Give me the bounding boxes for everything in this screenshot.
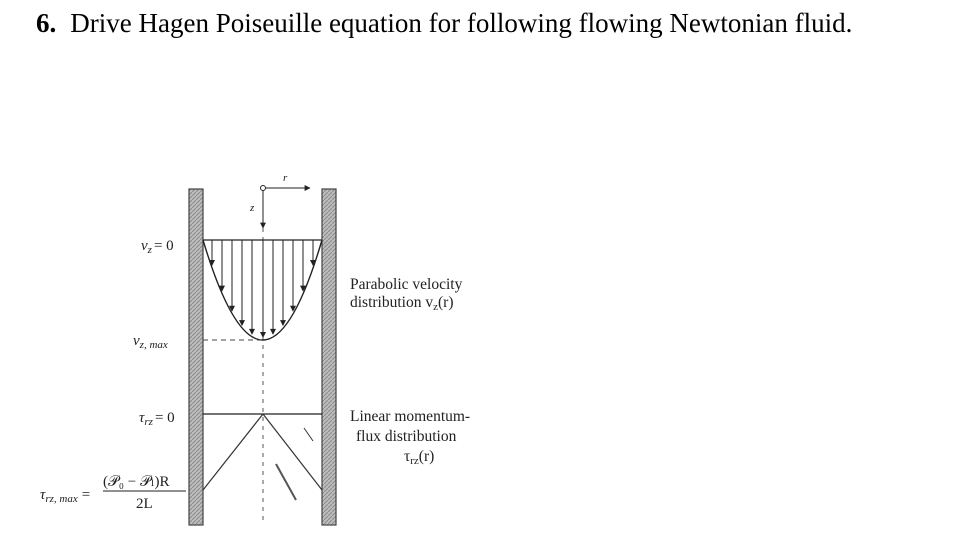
z-axis-label: z [250,202,255,214]
question-number: 6. [36,8,57,38]
fraction-denominator: 2L [136,496,153,512]
vz-max-label: $v_{z, max}$ [133,333,168,351]
flux-line-right [263,414,322,490]
velocity-arrow-head [249,329,255,335]
velocity-caption-line1: Parabolic velocity [350,276,463,293]
coordinate-axes [249,172,310,228]
velocity-arrow-head [260,332,266,338]
tau-max-label: $\tau_{rz, max}$ = [40,487,91,505]
parabolic-velocity-profile [203,240,322,340]
tau-zero-label: $\tau_{rz} = 0$ [139,410,175,428]
flux-caption-line2: flux distribution [356,428,457,445]
flux-caption-line3: τrz(r) [404,448,435,467]
question-text: Drive Hagen Poiseuille equation for following flowing Newtonian fluid. [70,8,853,38]
velocity-arrow-head [270,329,276,335]
right-pipe-wall [322,189,336,525]
velocity-caption-line2: distribution vz(r) [350,294,454,313]
flux-line-left [203,414,263,490]
fraction-numerator: (𝒫₀ − 𝒫ₗ)R [103,474,170,490]
flux-caption-line1: Linear momentum- [350,408,471,425]
r-axis-label: r [283,172,288,184]
left-pipe-wall [189,189,203,525]
vz-zero-label: $v_z = 0$ [141,238,174,256]
flux-leader-lower [276,464,296,500]
flux-leader-upper [304,428,313,441]
